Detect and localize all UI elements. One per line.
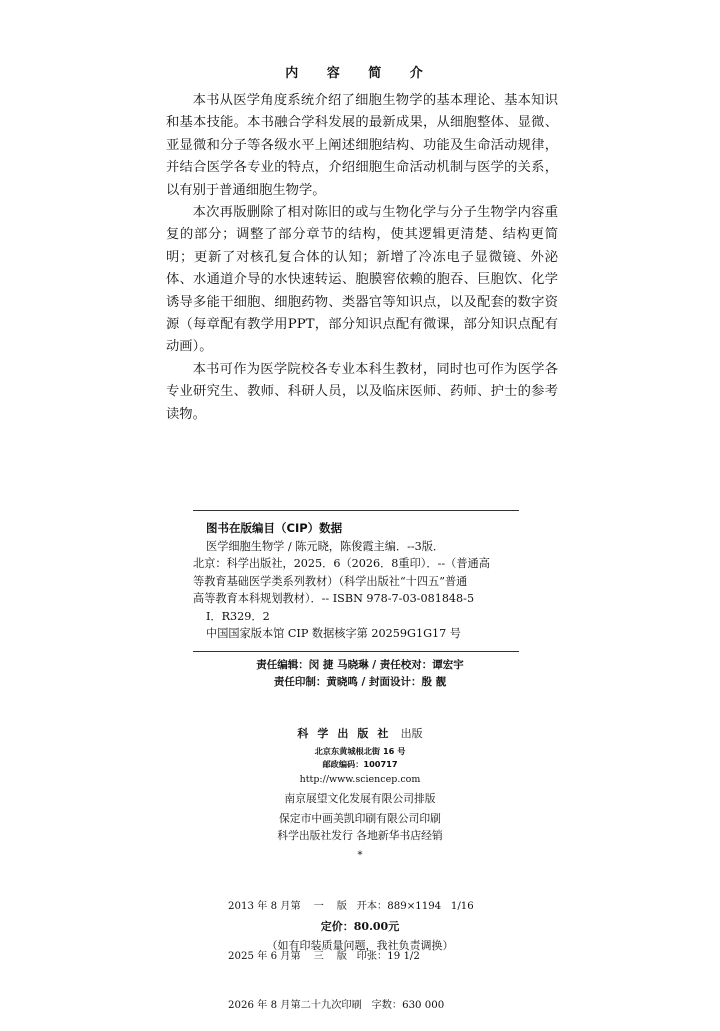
page-title: 内 容 简 介 (285, 66, 435, 81)
publisher-block (0, 725, 720, 861)
publisher-postcode: 邮政编码：100717 (322, 759, 398, 769)
intro-paragraph: 本书可作为医学院校各专业本科生教材，同时也可作为医学各专业研究生、教师、科研人员，以及临床医师、药师、护士的参考读物。 (166, 361, 558, 422)
cip-line: 等教育基础医学类系列教材）（科学出版社“十四五”普通 (193, 574, 468, 588)
edition-line: 2025 年 6 月第 三 版 印张：19 1/2 (228, 950, 420, 962)
distributor: 科学出版社发行 各地新华书店经销 (277, 829, 443, 842)
edition-line: 2013 年 8 月第 一 版 开本：889×1194 1/16 (228, 901, 474, 912)
intro-paragraph: 本次再版删除了相对陈旧的或与生物化学与分子生物学内容重复的部分；调整了部分章节的结构，使其逻辑更清楚、结构更简明；更新了对核孔复合体的认知；新增了冷冻电子显微镜、外泌体、水通道介导的水快速转运、胞膜窖依赖的胞吞、巨胞饮、化学诱导多能干细胞、细胞药物、类器官等知识点，以及配套的数字资源（每章配有教学用PPT，部分知识点配有微课，部分知识点配有动画）。 (166, 205, 558, 355)
publisher-name: 科学出版社 (297, 727, 398, 740)
cip-title: 图书在版编目（CIP）数据 (206, 521, 343, 535)
cip-block (193, 510, 519, 652)
printer: 保定市中画美凯印刷有限公司印刷 (279, 812, 441, 825)
cip-line: Ⅰ．R329．2 (206, 609, 270, 623)
publisher-address: 北京东黄城根北街 16 号 (314, 746, 406, 756)
intro-paragraph: 本书从医学角度系统介绍了细胞生物学的基本理论、基本知识和基本技能。本书融合学科发展的最新成果，从细胞整体、显微、亚显微和分子等各级水平上阐述细胞结构、功能及生命活动规律，并结合医学各专业的特点，介绍细胞生命活动机制与医学的关系，以有别于普通细胞生物学。 (166, 93, 558, 198)
cip-line: 北京：科学出版社，2025．6（2026．8重印）．--（普通高 (193, 557, 490, 570)
typesetter: 南京展望文化发展有限公司排版 (284, 792, 436, 805)
separator-star: * (357, 850, 363, 861)
cip-line: 中国国家版本馆 CIP 数据核字第 20259G1G17 号 (206, 627, 461, 640)
editors-line: 责任编辑：闵 捷 马晓琳 / 责任校对：谭宏宇 (256, 659, 464, 671)
publisher-suffix: 出版 (400, 727, 423, 740)
cip-line: 医学细胞生物学 / 陈元晓，陈俊霞主编．--3版． (206, 539, 445, 553)
intro-body (166, 90, 558, 426)
editors-line: 责任印制：黄晓鸣 / 封面设计：殷 靓 (273, 676, 447, 688)
cip-line: 高等教育本科规划教材）．-- ISBN 978-7-03-081848-5 (193, 592, 475, 605)
publisher-website: http://www.sciencep.com (299, 774, 421, 785)
quality-notice: （如有印装质量问题，我社负责调换） (266, 939, 454, 952)
price: 定价：80.00元 (320, 920, 400, 933)
editors-block (0, 657, 720, 691)
edition-line: 2026 年 8 月第二十九次印刷 字数：630 000 (228, 1000, 445, 1011)
